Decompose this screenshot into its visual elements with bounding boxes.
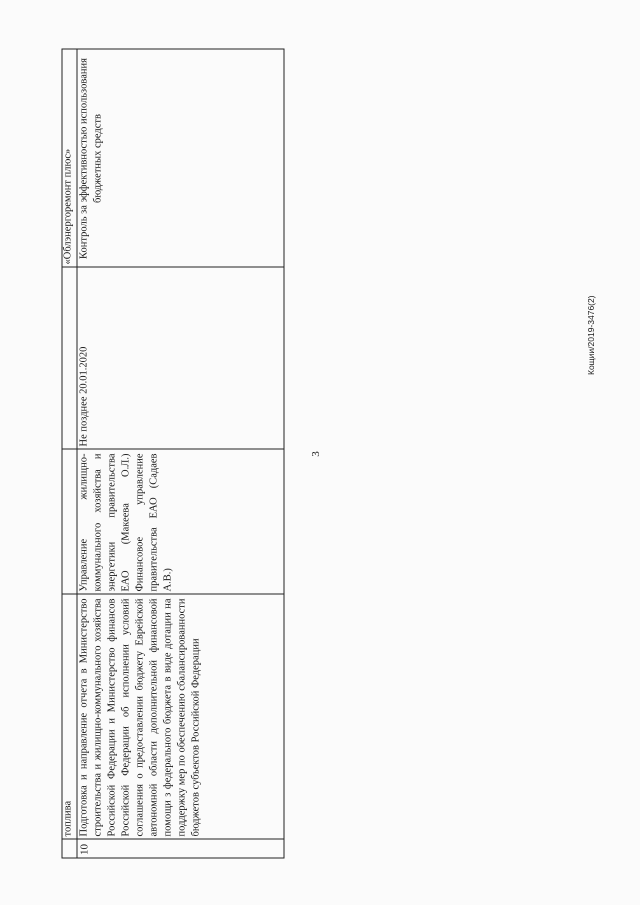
cell-activity: Подготовка и направление отчета в Министерство строительства и жилищно-коммунального хозяйства Российской Федерации и Министерство финансов Российской Федерации об исполнении условий соглашения о предоставлении бюджету Еврейской автономной области дополнительной финансовой помощи з федерального бюджета в виде дотации на поддержку мер по обеспечению сбалансированности бюджетов субъектов Российской Федерации (78, 598, 201, 836)
cell-row-number: 10 (78, 843, 90, 855)
page-number: 3 (309, 451, 322, 457)
cell-deadline: Не позднее 20.01.2020 (78, 346, 89, 446)
cell-result-continuation: «Облэнергоремонт плюс» (62, 148, 73, 264)
rotated-table-container (61, 48, 284, 858)
plan-table (61, 48, 284, 858)
cell-activity-continuation: топлива (62, 800, 73, 836)
cell-result: Контроль за эффективностью использования бюджетных средств (78, 57, 103, 259)
document-code: Кощии/2019-3476(2) (586, 295, 596, 375)
cell-responsible: Управление жилищно-коммунального хозяйства и энергетики правительства ЕАО (Макеева О.Л.) Финансовое управление правительства ЕАО (Садаев А.В.) (78, 453, 173, 591)
